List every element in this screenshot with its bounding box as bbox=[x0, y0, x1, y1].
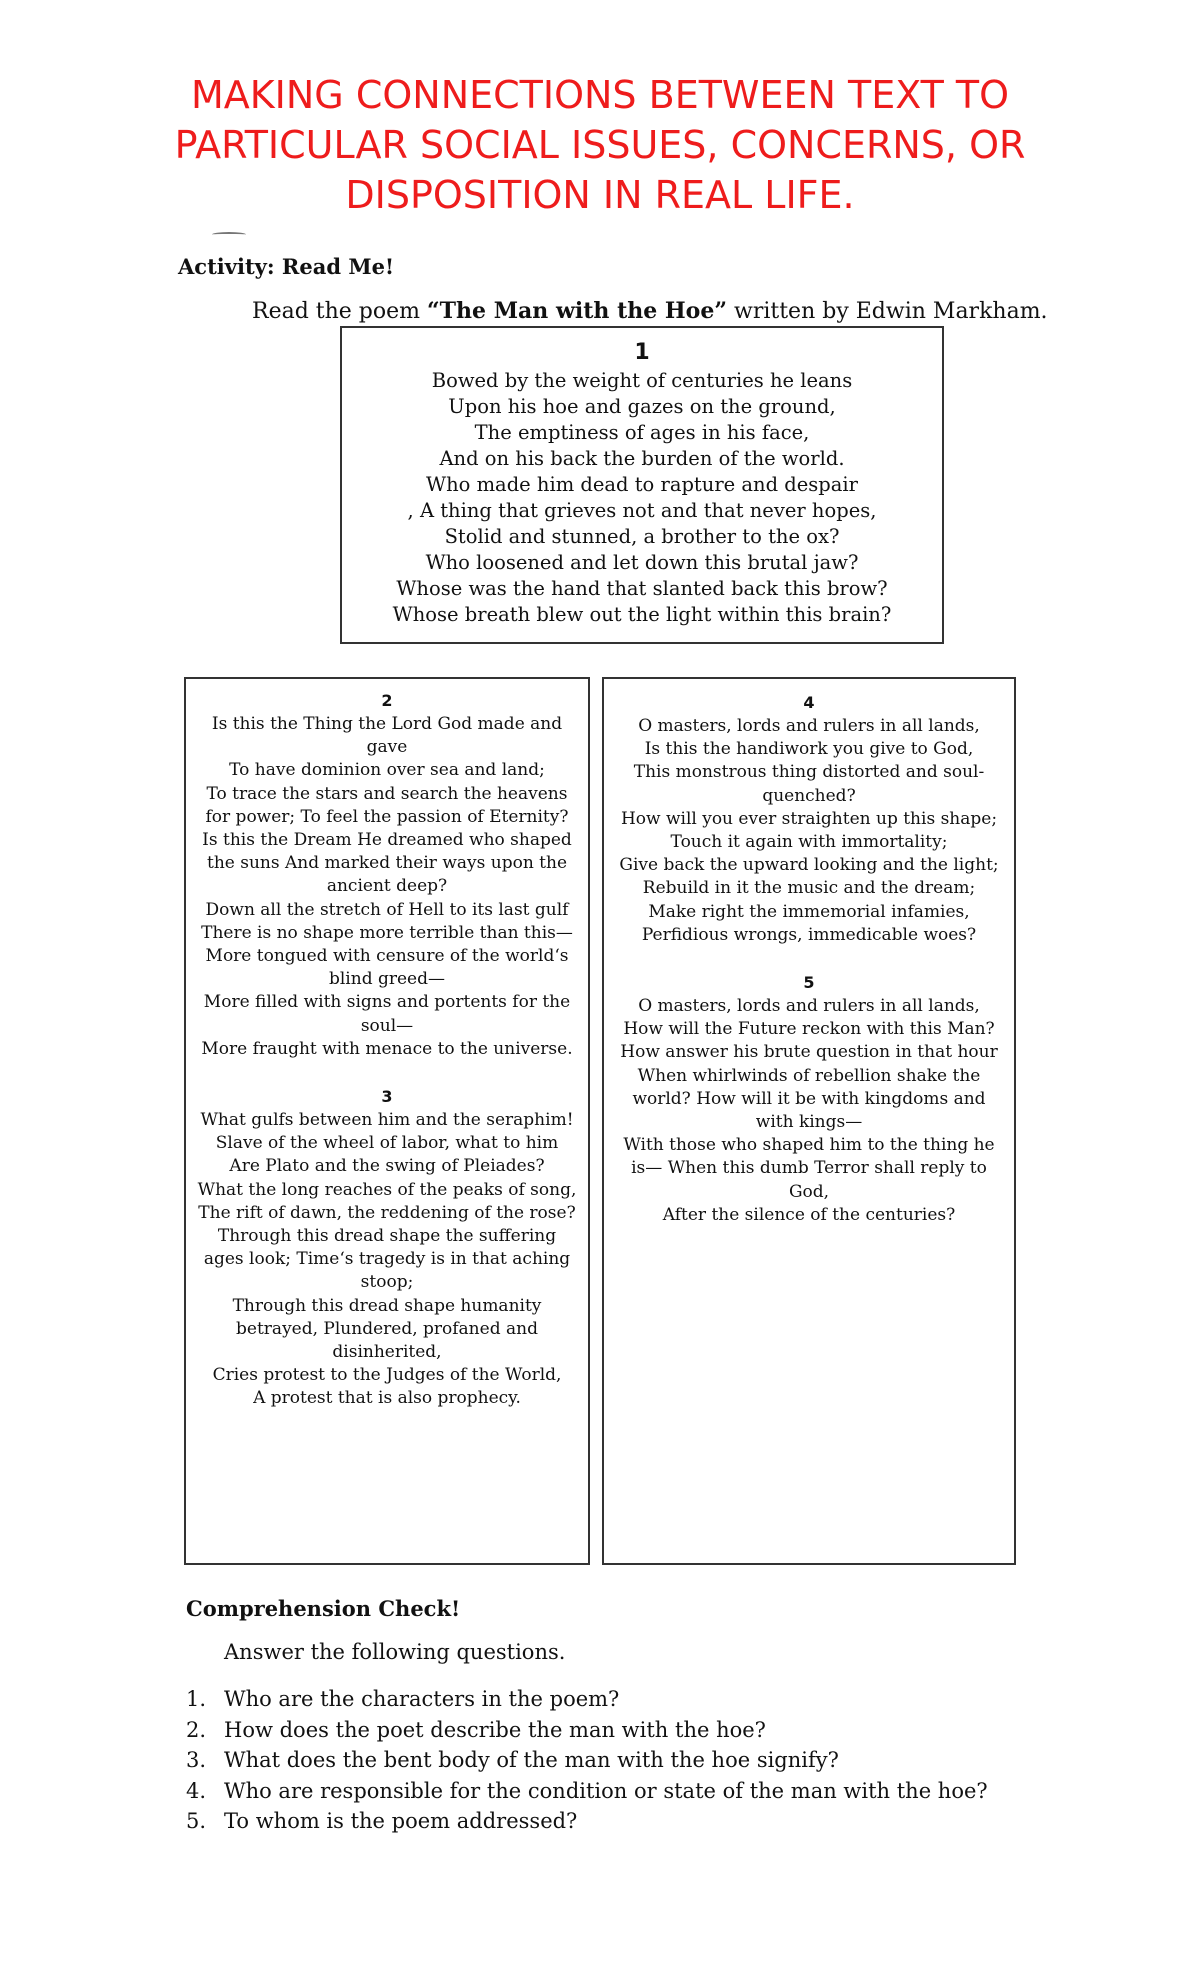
poem-line: Through this dread shape humanity betrayed, Plundered, profaned and disinherited, bbox=[232, 1295, 542, 1363]
poem-line: How answer his brute question in that hour bbox=[620, 1042, 998, 1063]
poem-line: There is no shape more terrible than this— bbox=[201, 922, 573, 943]
poem-line: To have dominion over sea and land; bbox=[229, 760, 545, 781]
poem-line: How will the Future reckon with this Man? bbox=[623, 1019, 995, 1040]
question-number: 4. bbox=[186, 1778, 207, 1803]
poem-line: And on his back the burden of the world. bbox=[439, 447, 845, 470]
poem-line: Give back the upward looking and the light; Rebuild in it the music and the dream; bbox=[619, 855, 999, 899]
question-item bbox=[186, 1745, 988, 1776]
poem-line: Perfidious wrongs, immedicable woes? bbox=[641, 924, 977, 945]
poem-line: Who made him dead to rapture and despair bbox=[426, 473, 858, 496]
poem-line: Is this the handiwork you give to God, bbox=[644, 739, 974, 760]
poem-line: Who loosened and let down this brutal jaw? bbox=[425, 551, 859, 574]
comprehension-title: Comprehension Check! bbox=[186, 1596, 461, 1621]
poem-title: “The Man with the Hoe” bbox=[427, 298, 727, 324]
question-list bbox=[186, 1684, 988, 1837]
question-number: 2. bbox=[186, 1717, 207, 1742]
poem-line: When whirlwinds of rebellion shake the world? How will it be with kingdoms and with kings— bbox=[632, 1065, 986, 1133]
stanza-1-box bbox=[340, 326, 944, 644]
poem-line: The rift of dawn, the reddening of the rose? Through this dread shape the suffering ages look; Time‘s tragedy is in that aching stoop; bbox=[198, 1202, 576, 1293]
poem-line: What the long reaches of the peaks of song, bbox=[197, 1179, 577, 1200]
poem-line: With those who shaped him to the thing he is— When this dumb Terror shall reply to God, bbox=[623, 1135, 995, 1202]
stanza-number: 3 bbox=[381, 1087, 393, 1107]
stanza-number: 5 bbox=[803, 973, 815, 993]
poem-line: Slave of the wheel of labor, what to him bbox=[215, 1133, 559, 1154]
poem-line: Upon his hoe and gazes on the ground, bbox=[448, 395, 836, 418]
poem-line: , A thing that grieves not and that never hopes, bbox=[407, 499, 877, 522]
activity-title: Activity: Read Me! bbox=[178, 254, 395, 279]
poem-line: Bowed by the weight of centuries he leans bbox=[431, 369, 853, 392]
scan-mark bbox=[212, 232, 246, 237]
stanza-lines bbox=[342, 368, 942, 628]
poem-line: Are Plato and the swing of Pleiades? bbox=[229, 1156, 545, 1177]
stanza-number: 1 bbox=[634, 340, 650, 365]
question-text: Who are the characters in the poem? bbox=[224, 1687, 620, 1711]
poem-line: After the silence of the centuries? bbox=[662, 1204, 956, 1225]
poem-line: Is this the Dream He dreamed who shaped the suns And marked their ways upon the ancient deep? bbox=[202, 830, 572, 897]
stanza-gap bbox=[614, 947, 1004, 969]
poem-line: Stolid and stunned, a brother to the ox? bbox=[444, 525, 840, 548]
question-text: How does the poet describe the man with the hoe? bbox=[224, 1717, 766, 1742]
poem-line: Touch it again with immortality; bbox=[670, 832, 948, 853]
stanza-number: 2 bbox=[381, 691, 393, 710]
question-item bbox=[186, 1806, 988, 1837]
stanza-gap bbox=[196, 1061, 578, 1083]
poem-line: Down all the stretch of Hell to its last gulf bbox=[205, 899, 569, 920]
poem-line: More fraught with menace to the universe. bbox=[201, 1038, 573, 1059]
poem-line: How will you ever straighten up this shape; bbox=[620, 808, 998, 829]
stanzas-2-3-box bbox=[184, 677, 590, 1565]
poem-line: Whose was the hand that slanted back this brow? bbox=[396, 577, 888, 600]
poem-line: Whose breath blew out the light within this brain? bbox=[392, 603, 892, 626]
intro-text: Read the poem bbox=[252, 299, 428, 324]
stanza-number: 4 bbox=[803, 693, 815, 712]
poem-intro bbox=[252, 298, 1152, 324]
poem-line: What gulfs between him and the seraphim! bbox=[200, 1110, 574, 1131]
intro-author: written by Edwin Markham. bbox=[727, 299, 1048, 324]
page-heading: MAKING CONNECTIONS BETWEEN TEXT TO PARTICULAR SOCIAL ISSUES, CONCERNS, OR DISPOSITION IN REAL LIFE. bbox=[174, 73, 1026, 217]
poem-line: To trace the stars and search the heavens for power; To feel the passion of Eternity? bbox=[205, 783, 569, 827]
question-item bbox=[186, 1715, 988, 1746]
poem-line: Cries protest to the Judges of the World, bbox=[212, 1365, 562, 1386]
question-number: 1. bbox=[186, 1687, 207, 1711]
question-item bbox=[186, 1684, 988, 1715]
poem-line: The emptiness of ages in his face, bbox=[474, 421, 810, 444]
poem-line: This monstrous thing distorted and soul-quenched? bbox=[633, 762, 985, 806]
question-number: 5. bbox=[186, 1809, 207, 1833]
question-number: 3. bbox=[186, 1748, 207, 1772]
poem-line: O masters, lords and rulers in all lands, bbox=[638, 996, 980, 1017]
question-item bbox=[186, 1776, 988, 1807]
poem-line: Is this the Thing the Lord God made and gave bbox=[211, 714, 563, 758]
question-text: To whom is the poem addressed? bbox=[224, 1809, 578, 1833]
poem-line: More filled with signs and portents for the soul— bbox=[203, 992, 571, 1036]
poem-line: O masters, lords and rulers in all lands, bbox=[638, 716, 980, 736]
question-text: What does the bent body of the man with the hoe signify? bbox=[224, 1748, 839, 1772]
poem-line: A protest that is also prophecy. bbox=[253, 1388, 521, 1409]
poem-line: Make right the immemorial infamies, bbox=[648, 901, 970, 922]
poem-line: More tongued with censure of the world‘s blind greed— bbox=[205, 946, 569, 990]
comprehension-instruction: Answer the following questions. bbox=[224, 1640, 566, 1664]
stanzas-4-5-box bbox=[602, 677, 1016, 1565]
question-text: Who are responsible for the condition or state of the man with the hoe? bbox=[224, 1778, 988, 1803]
